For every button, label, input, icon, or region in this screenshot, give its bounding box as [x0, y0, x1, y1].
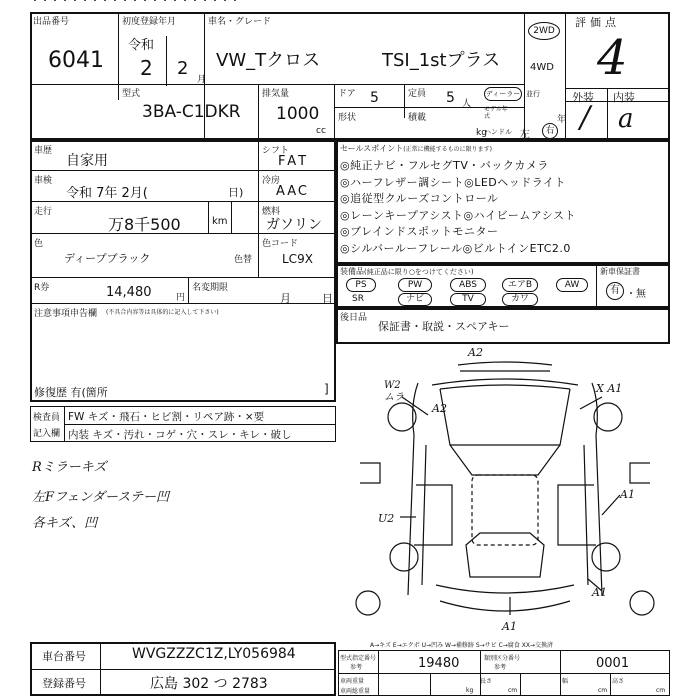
- equip-abs: ABS: [450, 278, 486, 292]
- mileage-unit: km: [212, 216, 228, 227]
- inspector-label-2: 記入欄: [33, 429, 61, 439]
- dealer-badge: ディーラー: [484, 87, 522, 101]
- notes-label: 注意事項申告欄: [34, 309, 98, 319]
- class-no-label: 類別区分番号: [484, 655, 521, 662]
- repair-history: 修復歴 有(箇所: [34, 386, 108, 399]
- inspection-label: 車検: [34, 176, 53, 186]
- first-reg-month: 2: [177, 58, 189, 79]
- equip-navi: ナビ: [398, 293, 432, 306]
- interior-value: a: [618, 104, 634, 134]
- mark-u2: U2: [378, 512, 395, 525]
- lot-number: 6041: [48, 48, 104, 73]
- inspection-day: 日): [228, 186, 244, 199]
- inspector-row-2: 内装 キズ・汚れ・コゲ・穴・スレ・キレ・破し: [68, 429, 292, 441]
- handle-left: 左: [520, 129, 530, 140]
- recycle-unit: 円: [176, 293, 186, 303]
- displacement-unit: cc: [316, 126, 326, 136]
- interior-label: 内装: [613, 91, 635, 104]
- warranty-have: 有: [606, 282, 624, 300]
- mileage-label: 走行: [34, 207, 53, 217]
- doors-label: ドア: [338, 89, 356, 99]
- damage-legend: A→キズ E→エクボ U→凹み W→補修跡 S→サビ C→腐食 XX→交換済: [370, 642, 553, 649]
- mark-xa1: X A1: [596, 382, 623, 395]
- sales-point-item: ◎ハーフレザー調シート◎LEDヘッドライト: [340, 175, 566, 189]
- handwritten-note-3: 各キズ、凹: [32, 516, 98, 531]
- recycle-value: 14,480: [106, 285, 152, 300]
- model-label: 型式: [122, 89, 141, 99]
- equip-pw: PW: [398, 278, 432, 292]
- class-no-sub: 参考: [494, 664, 507, 671]
- sales-point-item: ◎レーンキープアシスト◎ハイビームアシスト: [340, 208, 576, 222]
- model-value: 3BA-C1DKR: [142, 102, 241, 122]
- inspection-value: 令和 7年 2月(: [66, 186, 148, 201]
- chassis-label: 車台番号: [42, 650, 86, 663]
- car-grade: TSI_1stプラス: [382, 50, 501, 71]
- mark-a2-top: A2: [468, 346, 483, 359]
- car-name-label: 車名・グレード: [208, 17, 272, 27]
- transfer-label: 名変期限: [192, 283, 229, 293]
- length-unit: cm: [508, 687, 518, 694]
- first-reg-era: 令和: [128, 38, 155, 53]
- fuel-value: ガソリン: [266, 217, 322, 233]
- usage-label: 車歴: [34, 146, 53, 156]
- drive-4wd: 4WD: [530, 62, 554, 73]
- shift-value: FAT: [278, 154, 310, 169]
- doors-value: 5: [370, 90, 379, 106]
- color-label: 色: [34, 239, 44, 249]
- sales-label: セールスポイント(正常に機能するものに限ります): [340, 144, 492, 153]
- width-label: 幅: [562, 678, 569, 685]
- sales-point-item: ◎ブレインドスポットモニター: [340, 225, 499, 238]
- registration-label: 登録番号: [42, 677, 86, 690]
- equipment-label: 装備品(純正品に限り○をつけてください): [340, 267, 474, 276]
- weight-label: 車両重量: [340, 678, 365, 685]
- mark-a1-rear: A1: [592, 586, 607, 599]
- equip-sr: SR: [352, 294, 364, 304]
- exterior-value: /: [580, 100, 591, 135]
- type-no-sub: 参考: [350, 664, 363, 671]
- seats-unit: 人: [462, 99, 472, 109]
- load-unit: kg: [476, 128, 487, 138]
- inspector-row-1: FW キズ・飛石・ヒビ割・リペア跡・×要: [68, 411, 265, 423]
- height-label: 高さ: [612, 678, 625, 685]
- inspector-label-1: 検査員: [33, 413, 61, 423]
- car-name: VW_Tクロス: [216, 50, 321, 71]
- handwritten-note-1: Rミラーキズ: [32, 460, 107, 475]
- ac-label: 冷房: [262, 176, 281, 186]
- first-reg-label: 初度登録年月: [122, 17, 177, 27]
- repair-close: ]: [324, 382, 329, 396]
- score-value: 4: [597, 30, 628, 86]
- accessories-value: 保証書・取説・スペアキー: [378, 320, 510, 333]
- sales-point-item: ◎追従型クルーズコントロール: [340, 192, 499, 205]
- model-year-label: モデル年式: [484, 106, 508, 120]
- load-label: 積載: [408, 113, 427, 123]
- accessories-label: 後日品: [340, 313, 368, 323]
- import-label: 並行: [526, 90, 540, 98]
- sales-point-item: ◎純正ナビ・フルセグTV・バックカメラ: [340, 159, 549, 172]
- class-no-value: 0001: [596, 656, 630, 671]
- usage-value: 自家用: [66, 153, 108, 169]
- color-change-label: 色替: [234, 255, 253, 265]
- handle-label: ハンドル: [484, 128, 512, 136]
- model-year-unit: 年: [557, 115, 567, 125]
- transfer-month: 月: [280, 292, 291, 305]
- chassis-value: WVGZZZC1Z,LY056984: [132, 646, 296, 662]
- total-weight-label: 車両総重量: [340, 688, 371, 695]
- seats-value: 5: [446, 90, 455, 106]
- equip-leather: カワ: [502, 293, 538, 306]
- shift-label: シフト: [262, 146, 290, 156]
- displacement-label: 排気量: [262, 89, 290, 99]
- seats-label: 定員: [408, 89, 427, 99]
- type-no-label: 型式指定番号: [340, 655, 377, 662]
- header-cut-strip: ・・・・・・・・・・・・・・・・・・・・・: [30, 0, 240, 6]
- handwritten-note-2: 左Fフェンダーステー凹: [32, 490, 169, 505]
- equip-aw: AW: [556, 278, 588, 292]
- new-warranty-label: 新車保証書: [600, 267, 640, 276]
- equip-airbag: エアB: [502, 278, 538, 292]
- ac-value: AAC: [276, 184, 309, 199]
- color-code-label: 色コード: [262, 239, 299, 249]
- transfer-day: 日: [322, 292, 333, 305]
- color-value: ディープブラック: [64, 252, 151, 265]
- mark-a2-hood: A2: [432, 402, 447, 415]
- recycle-label: R券: [34, 283, 50, 293]
- sales-point-item: ◎シルバールーフレール◎ビルトインETC2.0: [340, 241, 571, 255]
- equip-tv: TV: [450, 293, 486, 306]
- mark-w2: W2 ムラ: [384, 380, 404, 403]
- handle-right: 右: [542, 123, 558, 139]
- lot-label: 出品番号: [33, 17, 70, 27]
- registration-value: 広島 302 つ 2783: [150, 676, 268, 692]
- fuel-label: 燃料: [262, 207, 281, 217]
- notes-sub: (不具合内容等は具体的に記入して下さい): [106, 309, 219, 316]
- weight-unit: kg: [466, 687, 474, 694]
- equip-ps: PS: [346, 278, 376, 292]
- shape-label: 形状: [338, 113, 357, 123]
- color-code: LC9X: [282, 252, 313, 266]
- displacement-value: 1000: [276, 104, 320, 124]
- mark-a1-side: A1: [620, 488, 635, 501]
- warranty-none: ・無: [626, 289, 646, 300]
- type-no-value: 19480: [418, 656, 460, 671]
- first-reg-year: 2: [140, 56, 153, 80]
- info-table: [30, 140, 336, 402]
- length-label: 長さ: [480, 678, 493, 685]
- exterior-label: 外装: [572, 91, 594, 104]
- mileage-value: 万8千500: [108, 215, 181, 234]
- drive-2wd: 2WD: [528, 22, 560, 40]
- height-unit: cm: [656, 687, 666, 694]
- width-unit: cm: [598, 687, 608, 694]
- mark-a1-bottom: A1: [502, 620, 517, 633]
- first-reg-month-unit: 月: [197, 75, 207, 85]
- score-label: 評価点: [575, 16, 620, 29]
- sales-list: [340, 158, 668, 257]
